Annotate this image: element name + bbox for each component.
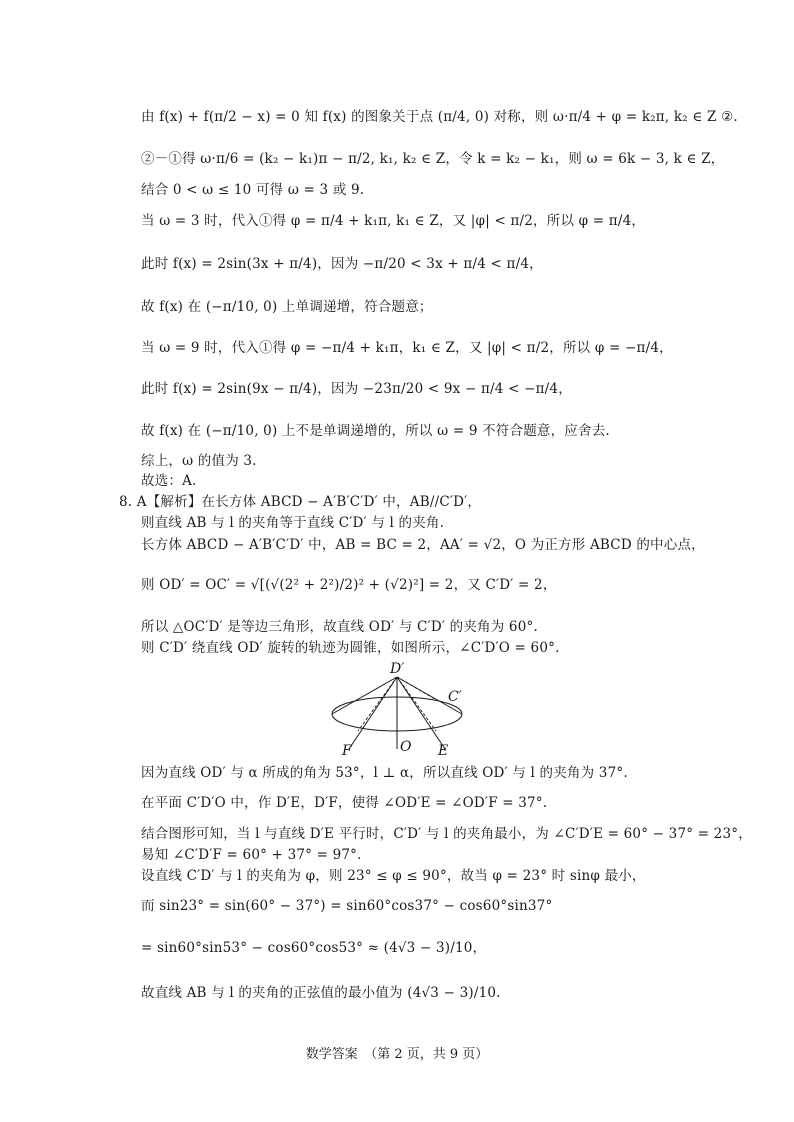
text-line: 当 ω = 3 时，代入①得 φ = π/4 + k₁π, k₁ ∈ Z，又 |φ| < π/2，所以 φ = π/4， xyxy=(141,213,646,229)
text-line: 故 f(x) 在 (−π/10, 0) 上不是单调递增的，所以 ω = 9 不符合题意，应舍去. xyxy=(141,423,610,439)
cone-diagram xyxy=(322,657,472,757)
text-line: 此时 f(x) = 2sin(9x − π/4)，因为 −23π/20 < 9x − π/4 < −π/4， xyxy=(141,381,572,397)
text-line: 当 ω = 9 时，代入①得 φ = −π/4 + k₁π，k₁ ∈ Z，又 |φ| < π/2，所以 φ = −π/4， xyxy=(141,340,673,356)
problem-8-heading: 8. A【解析】在长方体 ABCD − A′B′C′D′ 中，AB//C′D′， xyxy=(119,494,482,510)
text-line: 在平面 C′D′O 中，作 D′E，D′F，使得 ∠OD′E = ∠OD′F = 37°. xyxy=(141,795,548,811)
text-line: 故 f(x) 在 (−π/10, 0) 上单调递增，符合题意； xyxy=(141,299,433,315)
text-line: 所以 △OC′D′ 是等边三角形，故直线 OD′ 与 C′D′ 的夹角为 60°. xyxy=(141,619,538,635)
text-line: 设直线 C′D′ 与 l 的夹角为 φ，则 23° ≤ φ ≤ 90°，故当 φ = 23° 时 sinφ 最小， xyxy=(141,868,646,884)
text-line: 故选：A. xyxy=(141,473,197,489)
text-line: 长方体 ABCD − A′B′C′D′ 中，AB = BC = 2，AA′ = √2，O 为正方形 ABCD 的中心点， xyxy=(141,537,705,553)
text-line: 则 C′D′ 绕直线 OD′ 旋转的轨迹为圆锥，如图所示，∠C′D′O = 60°. xyxy=(141,640,560,656)
text-line: 综上，ω 的值为 3. xyxy=(141,453,257,469)
page-footer: 数学答案 （第 2 页，共 9 页） xyxy=(305,1047,489,1062)
text-line: ②－①得 ω·π/6 = (k₂ − k₁)π − π/2, k₁, k₂ ∈ Z，令 k = k₂ − k₁，则 ω = 6k − 3, k ∈ Z， xyxy=(141,151,725,167)
label-apex: D′ xyxy=(390,661,405,677)
text-line: 故直线 AB 与 l 的夹角的正弦值的最小值为 (4√3 − 3)/10. xyxy=(141,985,501,1001)
label-o: O xyxy=(400,739,412,755)
text-line: 结合图形可知，当 l 与直线 D′E 平行时，C′D′ 与 l 的夹角最小，为 ∠C′D′E = 60° − 37° = 23°， xyxy=(141,826,752,842)
text-line: 由 f(x) + f(π/2 − x) = 0 知 f(x) 的图象关于点 (π/4, 0) 对称，则 ω·π/4 + φ = k₂π, k₂ ∈ Z ②. xyxy=(141,109,738,125)
label-c-prime: C′ xyxy=(448,689,462,705)
text-line: 结合 0 < ω ≤ 10 可得 ω = 3 或 9. xyxy=(141,182,365,198)
text-line: 此时 f(x) = 2sin(3x + π/4)，因为 −π/20 < 3x + π/4 < π/4， xyxy=(141,256,543,272)
text-line: 而 sin23° = sin(60° − 37°) = sin60°cos37° − cos60°sin37° xyxy=(141,898,553,914)
text-line: 则直线 AB 与 l 的夹角等于直线 C′D′ 与 l 的夹角. xyxy=(141,515,445,531)
label-e: E xyxy=(438,743,449,757)
text-line: 则 OD′ = OC′ = √[(√(2² + 2²)/2)² + (√2)²] = 2，又 C′D′ = 2， xyxy=(141,577,557,593)
text-line: 易知 ∠C′D′F = 60° + 37° = 97°. xyxy=(141,847,362,863)
label-f: F xyxy=(342,743,352,757)
text-line: 因为直线 OD′ 与 α 所成的角为 53°，l ⊥ α，所以直线 OD′ 与 l 的夹角为 37°. xyxy=(141,765,628,781)
text-line: = sin60°sin53° − cos60°cos53° ≈ (4√3 − 3)/10， xyxy=(141,940,487,956)
